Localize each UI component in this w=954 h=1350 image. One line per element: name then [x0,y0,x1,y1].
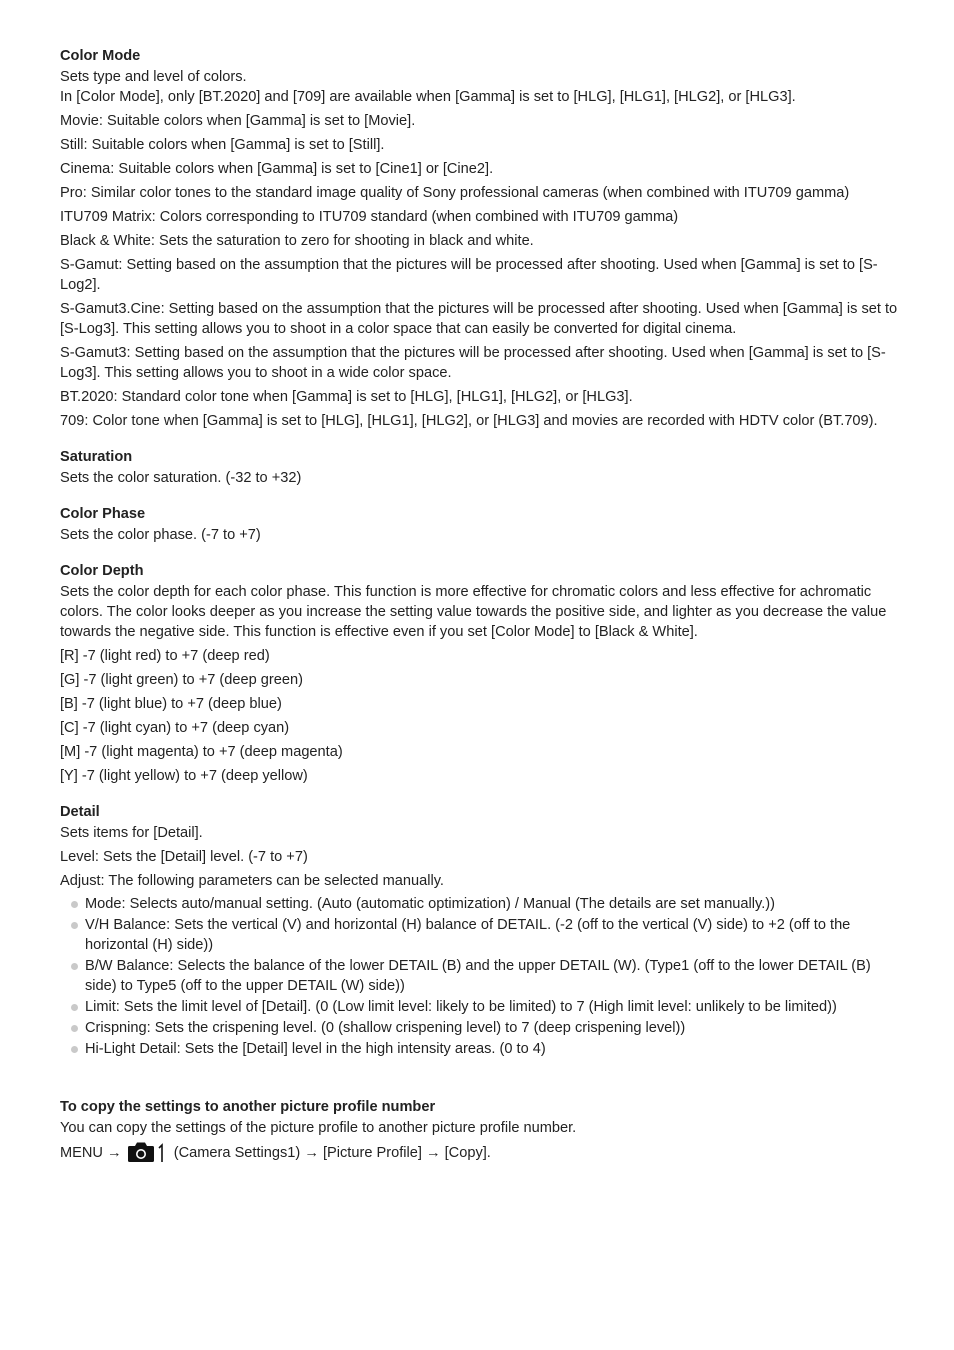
section-heading: Color Depth [60,563,144,579]
section-color-mode [60,46,900,431]
bullet-item: Mode: Selects auto/manual setting. (Auto (automatic optimization) / Manual (The details are set manually.)) [85,894,900,914]
paragraph: S-Gamut: Setting based on the assumption that the pictures will be processed after shooting. Used when [Gamma] is set to [S-Log2]. [60,257,878,293]
camera-settings-1-icon [128,1142,168,1162]
bullet-item: Hi-Light Detail: Sets the [Detail] level in the high intensity areas. (0 to 4) [85,1039,900,1059]
menu-path [60,1142,900,1163]
paragraph: BT.2020: Standard color tone when [Gamma] is set to [HLG], [HLG1], [HLG2], or [HLG3]. [60,389,633,405]
paragraph: Sets items for [Detail]. [60,825,203,841]
section-heading: Color Mode [60,48,141,64]
paragraph: Still: Suitable colors when [Gamma] is set to [Still]. [60,137,385,153]
section-saturation [60,447,900,488]
paragraph: Sets the color saturation. (-32 to +32) [60,470,302,486]
detail-bullet-list [60,894,900,1059]
paragraph: Black & White: Sets the saturation to zero for shooting in black and white. [60,233,534,249]
paragraph: Level: Sets the [Detail] level. (-7 to +7) [60,849,308,865]
document-page [60,46,900,1163]
section-copy-settings [60,1097,900,1163]
bullet-item: V/H Balance: Sets the vertical (V) and horizontal (H) balance of DETAIL. (-2 (off to the vertical (V) side) to +2 (off to the horizontal (H) side)) [85,915,900,955]
section-heading: To copy the settings to another picture profile number [60,1099,436,1115]
section-color-depth [60,561,900,786]
paragraph: Adjust: The following parameters can be selected manually. [60,873,444,889]
list-item: [Y] -7 (light yellow) to +7 (deep yellow) [60,768,308,784]
bullet-item: B/W Balance: Selects the balance of the lower DETAIL (B) and the upper DETAIL (W). (Type1 (off to the lower DETAIL (B) side) to Type5 (off to the upper DETAIL (W) side)) [85,956,900,996]
paragraph: Sets the color depth for each color phase. This function is more effective for chromatic colors and less effective for achromatic colors. The color looks deeper as you increase the setting value towards the positive side, and lighter as you decrease the value towards the negative side. This function is effective even if you set [Color Mode] to [Black & White]. [60,584,887,640]
bullet-item: Crispning: Sets the crispening level. (0 (shallow crispening level) to 7 (deep crispening level)) [85,1018,900,1038]
paragraph: 709: Color tone when [Gamma] is set to [HLG], [HLG1], [HLG2], or [HLG3] and movies are recorded with HDTV color (BT.709). [60,413,878,429]
list-item: [B] -7 (light blue) to +7 (deep blue) [60,696,282,712]
list-item: [C] -7 (light cyan) to +7 (deep cyan) [60,720,290,736]
paragraph: Cinema: Suitable colors when [Gamma] is set to [Cine1] or [Cine2]. [60,161,494,177]
paragraph: Pro: Similar color tones to the standard image quality of Sony professional cameras (when combined with ITU709 gamma) [60,185,850,201]
paragraph: You can copy the settings of the picture profile to another picture profile number. [60,1120,577,1136]
section-detail [60,802,900,1059]
bullet-item: Limit: Sets the limit level of [Detail]. (0 (Low limit level: likely to be limited) to 7 (High limit level: unlikely to be limited)) [85,997,900,1017]
paragraph: Movie: Suitable colors when [Gamma] is set to [Movie]. [60,113,416,129]
section-heading: Color Phase [60,506,146,522]
section-color-phase [60,504,900,545]
list-item: [R] -7 (light red) to +7 (deep red) [60,648,270,664]
section-heading: Saturation [60,449,133,465]
section-heading: Detail [60,804,100,820]
list-item: [G] -7 (light green) to +7 (deep green) [60,672,303,688]
list-item: [M] -7 (light magenta) to +7 (deep magenta) [60,744,343,760]
menu-prefix: MENU → [60,1145,122,1161]
paragraph: Sets the color phase. (-7 to +7) [60,527,261,543]
paragraph: Sets type and level of colors. [60,69,247,85]
menu-suffix: (Camera Settings1) → [Picture Profile] → [Copy]. [173,1145,491,1161]
paragraph: In [Color Mode], only [BT.2020] and [709] are available when [Gamma] is set to [HLG], [HLG1], [HLG2], or [HLG3]. [60,89,796,105]
paragraph: S-Gamut3.Cine: Setting based on the assumption that the pictures will be processed after shooting. Used when [Gamma] is set to [S-Log3]. This setting allows you to shoot in a color space that can easily be converted for digital cinema. [60,301,898,337]
paragraph: ITU709 Matrix: Colors corresponding to ITU709 standard (when combined with ITU709 gamma) [60,209,679,225]
paragraph: S-Gamut3: Setting based on the assumption that the pictures will be processed after shooting. Used when [Gamma] is set to [S-Log3]. This setting allows you to shoot in a wide color space. [60,345,886,381]
